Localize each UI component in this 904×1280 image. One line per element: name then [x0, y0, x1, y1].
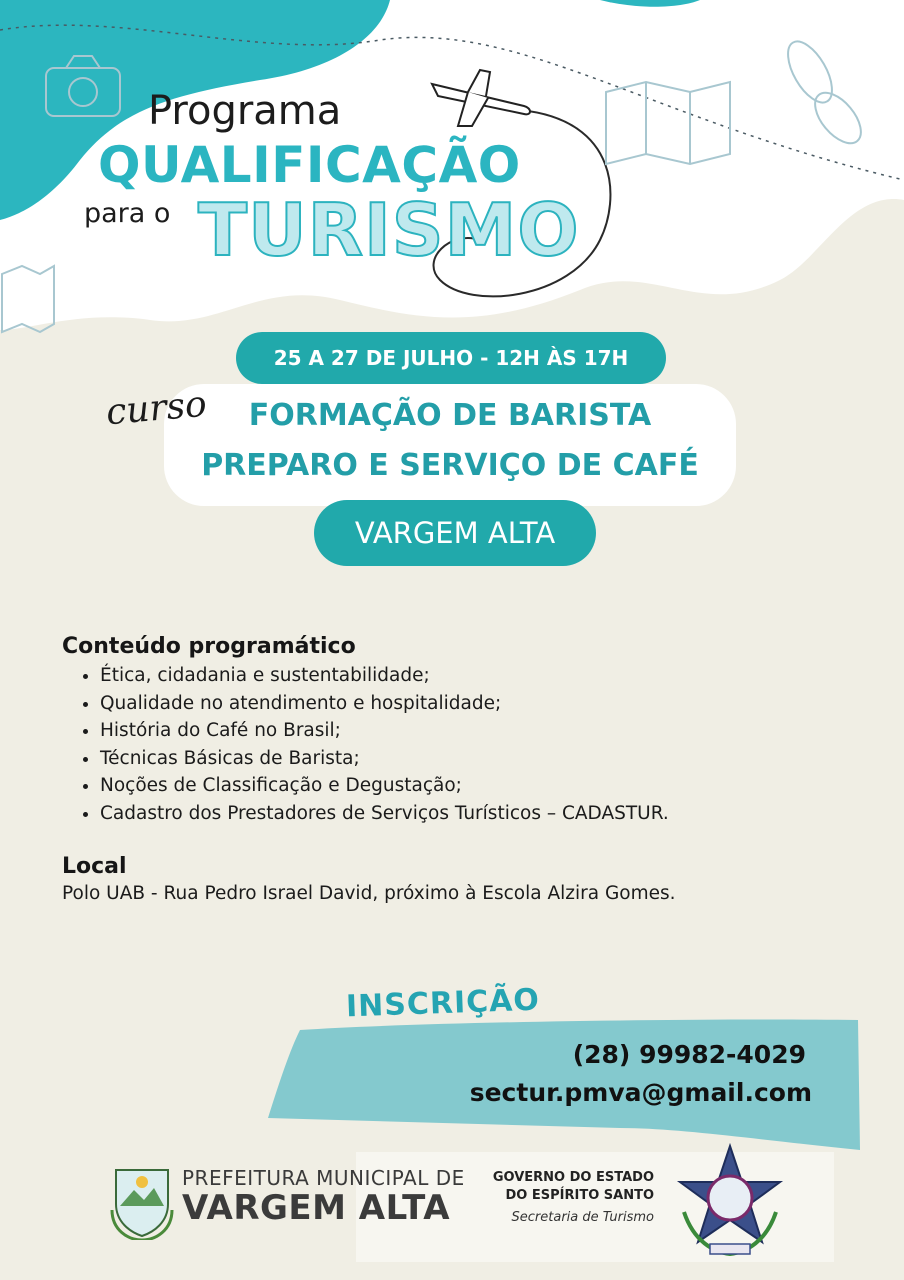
city-badge — [314, 500, 596, 566]
airplane-icon — [428, 66, 538, 136]
location-title: Local — [62, 854, 127, 879]
state-seal-icon — [674, 1142, 786, 1258]
municipality-line1: PREFEITURA MUNICIPAL DE — [182, 1166, 465, 1190]
date-time-text: 25 A 27 DE JULHO - 12H ÀS 17H — [273, 346, 629, 370]
list-item: • Ética, cidadania e sustentabilidade; — [100, 662, 669, 690]
title-prefix: para o — [84, 198, 171, 229]
title-turismo: TURISMO — [198, 188, 580, 272]
registration-email[interactable]: sectur.pmva@gmail.com — [469, 1078, 812, 1107]
state-line2: DO ESPÍRITO SANTO — [505, 1188, 654, 1203]
map-icon — [602, 78, 734, 168]
flip-flops-icon — [786, 32, 866, 152]
municipal-seal-icon — [108, 1160, 176, 1240]
title-qualificacao: QUALIFICAÇÃO — [98, 136, 521, 194]
list-item: • Cadastro dos Prestadores de Serviços Turísticos – CADASTUR. — [100, 800, 669, 828]
program-label: Programa — [148, 88, 342, 134]
map-icon — [0, 262, 56, 334]
topics-list — [78, 662, 669, 827]
camera-icon — [38, 46, 128, 126]
date-time-badge — [236, 332, 666, 384]
course-label: curso — [104, 383, 209, 434]
course-title-line1: FORMAÇÃO DE BARISTA — [248, 398, 652, 433]
registration-title: INSCRIÇÃO — [345, 982, 541, 1025]
list-item: • Técnicas Básicas de Barista; — [100, 745, 669, 773]
list-item: • Noções de Classificação e Degustação; — [100, 772, 669, 800]
course-title-line2: PREPARO E SERVIÇO DE CAFÉ — [201, 448, 699, 483]
location-address: Polo UAB - Rua Pedro Israel David, próximo à Escola Alzira Gomes. — [62, 883, 676, 904]
content-title: Conteúdo programático — [62, 634, 356, 659]
list-item: • História do Café no Brasil; — [100, 717, 669, 745]
municipality-line2: VARGEM ALTA — [182, 1188, 451, 1228]
city-text: VARGEM ALTA — [354, 516, 556, 550]
registration-phone[interactable]: (28) 99982-4029 — [572, 1040, 806, 1069]
state-line1: GOVERNO DO ESTADO — [492, 1170, 654, 1185]
state-secretariat: Secretaria de Turismo — [511, 1210, 654, 1225]
list-item: • Qualidade no atendimento e hospitalidade; — [100, 690, 669, 718]
